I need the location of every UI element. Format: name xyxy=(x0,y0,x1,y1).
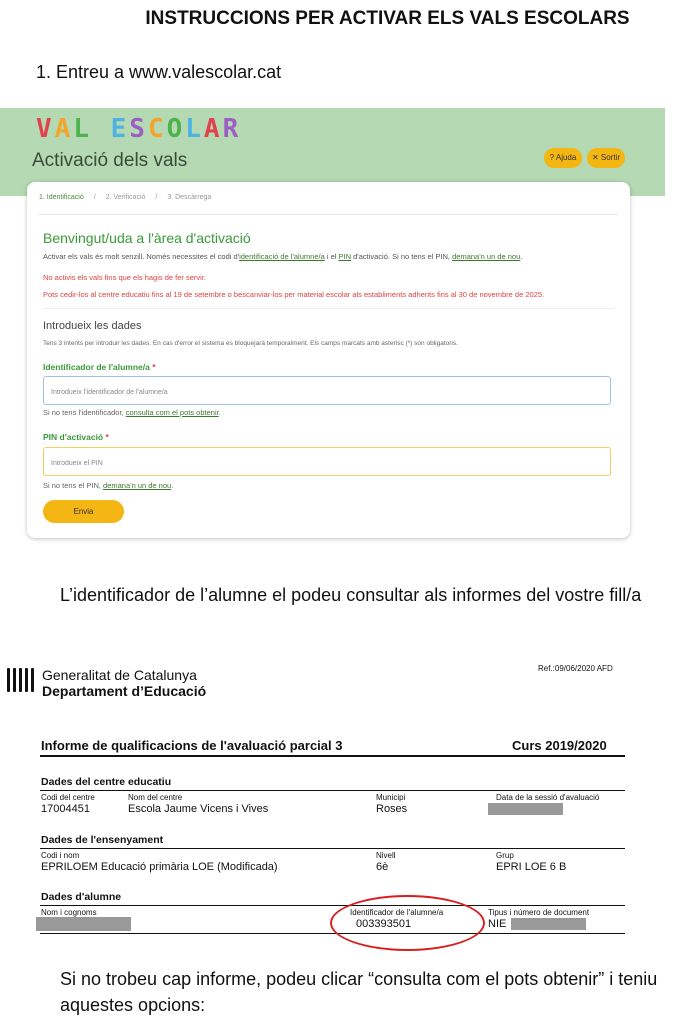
redacted-student-name xyxy=(36,917,131,931)
logo-letter xyxy=(92,114,111,144)
logo-letter: C xyxy=(147,114,167,144)
divider xyxy=(39,214,618,215)
divider xyxy=(40,848,625,849)
student-id-input[interactable]: Introdueix l'identificador de l'alumne/a xyxy=(43,376,611,405)
section-centre: Dades del centre educatiu xyxy=(41,776,172,788)
hint-text: Si no tens l'identificador, xyxy=(43,408,126,417)
required-mark: * xyxy=(149,362,156,372)
logo-letter: R xyxy=(222,114,242,144)
pin-link[interactable]: PIN xyxy=(338,252,352,261)
label-session-date: Data de la sessió d'avaluació xyxy=(496,793,600,802)
pin-hint xyxy=(43,481,173,490)
value-centre-code: 17004451 xyxy=(41,803,90,815)
step-1-text: 1. Entreu a www.valescolar.cat xyxy=(36,62,282,82)
student-id-link[interactable]: identificació de l'alumne/a xyxy=(239,252,325,261)
logo-letter: O xyxy=(166,114,186,144)
intro-text-part: i el xyxy=(324,252,339,261)
request-new-pin-link[interactable]: demana'n un de nou xyxy=(452,252,521,261)
step-verification: 2. Verificació xyxy=(105,194,146,201)
pin-label xyxy=(43,432,109,442)
document-title: INSTRUCCIONS PER ACTIVAR ELS VALS ESCOLARS xyxy=(145,8,630,29)
intro-text-part: Activar els vals és molt senzill. Només necessites el codi d' xyxy=(43,252,240,261)
redacted-session-date xyxy=(488,803,563,815)
student-id-label xyxy=(43,362,156,372)
logo-letter: S xyxy=(129,114,148,144)
value-centre-name: Escola Jaume Vicens i Vives xyxy=(128,803,269,815)
value-municipality: Roses xyxy=(376,803,408,815)
label-centre-name: Nom del centre xyxy=(128,793,183,802)
report-title: Informe de qualificacions de l'avaluació parcial 3 xyxy=(41,738,343,753)
value-student-id: 003393501 xyxy=(356,918,412,930)
student-id-label-text: Identificador de l'alumne/a xyxy=(43,362,150,372)
section-student: Dades d'alumne xyxy=(41,891,122,903)
pin-label-text: PIN d'activació xyxy=(43,432,104,442)
logo-letter: L xyxy=(185,114,204,144)
val-escolar-logo xyxy=(36,114,241,144)
value-document-type: NIE xyxy=(488,918,507,930)
required-mark: * xyxy=(103,432,109,442)
label-document: Tipus i número de document xyxy=(488,908,590,917)
tries-note: Tens 3 intents per introduir les dades. En cas d'error el sistema es bloquejarà temporalment. Els camps marcats amb asterisc (*) són obligatoris. xyxy=(43,340,458,347)
student-id-hint xyxy=(43,408,221,417)
value-group: EPRI LOE 6 B xyxy=(496,861,567,873)
data-heading: Introdueix les dades xyxy=(43,320,142,332)
logo-letter: L xyxy=(73,114,92,144)
intro-text xyxy=(43,252,522,261)
step-download: 3. Descàrrega xyxy=(167,194,212,201)
label-group: Grup xyxy=(496,851,514,860)
pin-input[interactable]: Introdueix el PIN xyxy=(43,447,611,476)
highlight-oval xyxy=(330,895,485,951)
warning-activate: No activis els vals fins que els hagis de fer servir. xyxy=(43,273,206,282)
step-identification: 1. Identificació xyxy=(39,194,84,201)
hint-text: . xyxy=(171,481,174,490)
identifier-paragraph: L’identificador de l’alumne el podeu consultar als informes del vostre fill/a xyxy=(60,585,642,605)
activation-card xyxy=(27,182,630,538)
exit-button[interactable]: ✕ Sortir xyxy=(587,148,625,168)
hint-text: Si no tens el PIN, xyxy=(43,481,104,490)
divider xyxy=(40,933,625,934)
label-municipality: Municipi xyxy=(376,793,406,802)
divider xyxy=(43,308,614,309)
label-centre-code: Codi del centre xyxy=(41,793,95,802)
label-level: Nivell xyxy=(376,851,396,860)
welcome-heading: Benvingut/uda a l'àrea d'activació xyxy=(43,230,251,246)
logo-letter: A xyxy=(54,114,74,144)
report-reference: Ref.:09/06/2020 AFD xyxy=(538,664,613,673)
logo-letter: E xyxy=(110,114,130,144)
step-separator: / xyxy=(155,194,158,201)
report-course: Curs 2019/2020 xyxy=(512,738,607,753)
how-to-get-id-link[interactable]: consulta com el pots obtenir xyxy=(125,408,219,417)
intro-text-part: d'activació. Si no tens el PIN, xyxy=(351,252,453,261)
portal-title: Activació dels vals xyxy=(32,150,188,171)
section-teaching: Dades de l'ensenyament xyxy=(41,834,164,846)
warning-deadline: Pots cedir-los al centre educatiu fins al 19 de setembre o bescanviar-los per material escolar als establiments adherits fins al 30 de novembre de 2025. xyxy=(43,290,545,299)
divider xyxy=(40,905,625,906)
step-indicator xyxy=(39,194,211,201)
label-code-name: Codi i nom xyxy=(41,851,80,860)
logo-letter: V xyxy=(36,114,55,144)
generalitat-name: Generalitat de Catalunya xyxy=(42,667,197,683)
no-report-paragraph: Si no trobeu cap informe, podeu clicar “consulta com el pots obtenir” i teniu aquestes opcions: xyxy=(60,969,658,1015)
redacted-document-number xyxy=(511,918,586,930)
value-level: 6è xyxy=(376,861,389,873)
generalitat-logo-icon xyxy=(7,668,35,692)
department-name: Departament d’Educació xyxy=(42,683,207,699)
divider xyxy=(40,755,625,757)
help-button[interactable]: ? Ajuda xyxy=(544,148,582,168)
send-button[interactable]: Envia xyxy=(43,500,124,523)
label-student-id: Identificador de l'alumne/a xyxy=(350,908,444,917)
intro-text-part: . xyxy=(520,252,523,261)
divider xyxy=(40,790,625,791)
value-teaching: EPRILOEM Educació primària LOE (Modificada) xyxy=(41,861,278,873)
logo-letter: A xyxy=(203,114,223,144)
request-new-pin-link[interactable]: demana'n un de nou xyxy=(103,481,172,490)
step-separator: / xyxy=(93,194,96,201)
label-student-name: Nom i cognoms xyxy=(41,908,97,917)
hint-text: . xyxy=(218,408,221,417)
